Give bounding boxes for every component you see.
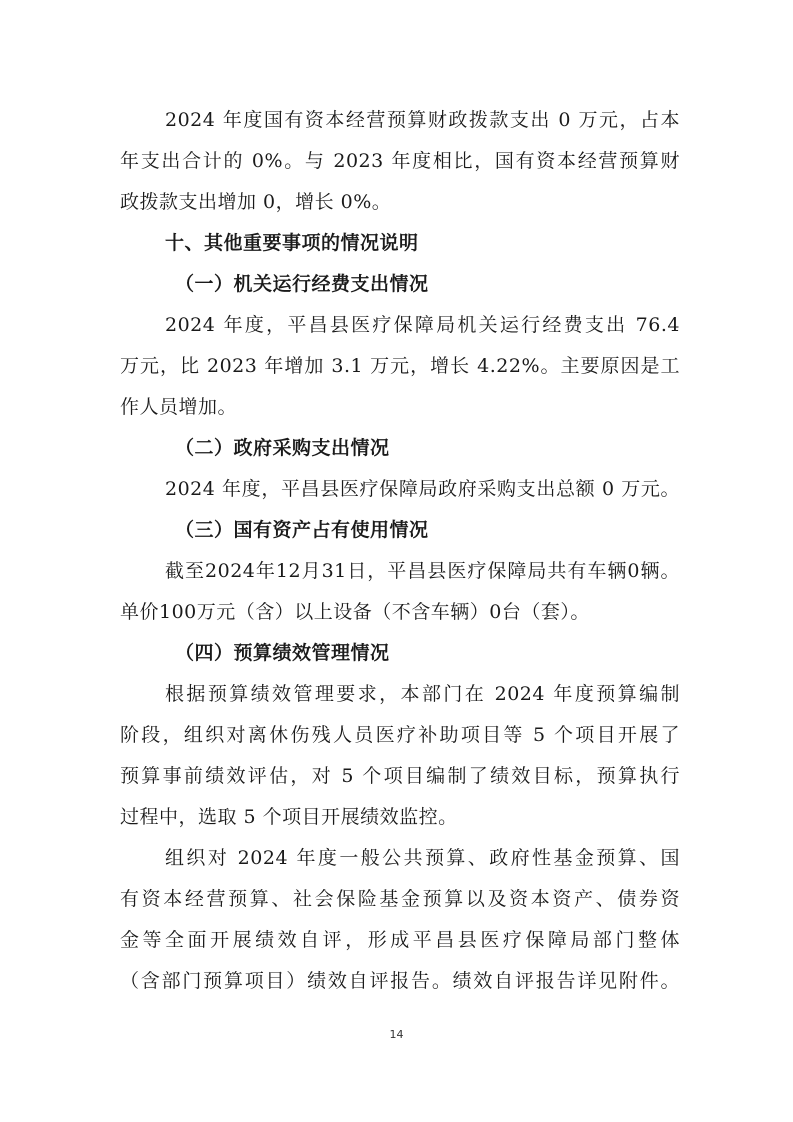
paragraph-line: 根据预算绩效管理要求，本部门在 2024 年度预算编制 <box>165 683 680 705</box>
paragraph-line: 万元，比 2023 年增加 3.1 万元，增长 4.22%。主要原因是工 <box>120 355 680 377</box>
paragraph-line: 截至2024年12月31日，平昌县医疗保障局共有车辆0辆。 <box>165 560 680 582</box>
section-heading: 十、其他重要事项的情况说明 <box>165 232 419 254</box>
paragraph-line: （含部门预算项目）绩效自评报告。绩效自评报告详见附件。 <box>120 970 680 992</box>
paragraph-line: 2024 年度，平昌县医疗保障局机关运行经费支出 76.4 <box>165 314 680 336</box>
subsection-heading: （二）政府采购支出情况 <box>175 437 390 459</box>
paragraph-line: 有资本经营预算、社会保险基金预算以及资本资产、债券资 <box>120 888 680 910</box>
paragraph-line: 2024 年度国有资本经营预算财政拨款支出 0 万元，占本 <box>165 109 680 131</box>
subsection-heading: （三）国有资产占有使用情况 <box>175 519 429 541</box>
paragraph-line: 年支出合计的 0%。与 2023 年度相比，国有资本经营预算财 <box>120 150 680 172</box>
subsection-heading: （四）预算绩效管理情况 <box>175 642 390 664</box>
paragraph-line: 过程中，选取 5 个项目开展绩效监控。 <box>120 806 458 828</box>
paragraph-line: 作人员增加。 <box>120 396 238 418</box>
paragraph-line: 金等全面开展绩效自评，形成平昌县医疗保障局部门整体 <box>120 929 680 951</box>
paragraph-line: 阶段，组织对离休伤残人员医疗补助项目等 5 个项目开展了 <box>120 724 680 746</box>
paragraph-line: 政拨款支出增加 0，增长 0%。 <box>120 191 392 213</box>
paragraph-line: 预算事前绩效评估，对 5 个项目编制了绩效目标，预算执行 <box>120 765 680 787</box>
page-number: 14 <box>389 1028 404 1041</box>
paragraph-line: 单价100万元（含）以上设备（不含车辆）0台（套）。 <box>120 601 590 623</box>
paragraph-line: 2024 年度，平昌县医疗保障局政府采购支出总额 0 万元。 <box>165 478 680 500</box>
subsection-heading: （一）机关运行经费支出情况 <box>175 273 429 295</box>
paragraph-line: 组织对 2024 年度一般公共预算、政府性基金预算、国 <box>165 847 680 869</box>
